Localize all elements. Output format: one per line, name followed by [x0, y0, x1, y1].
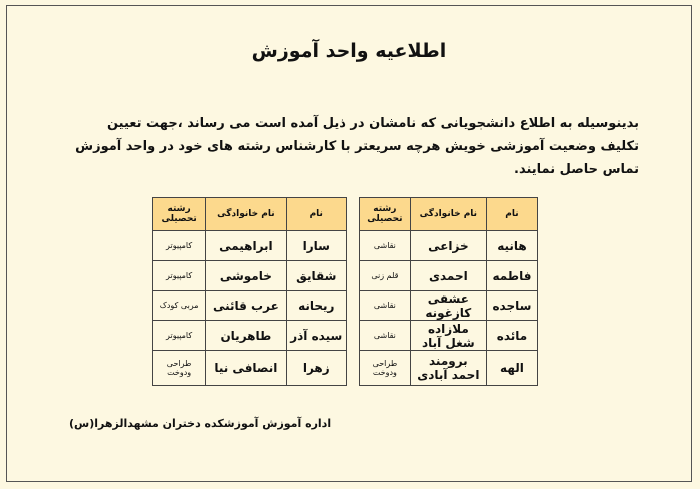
first-name-cell: هانیه: [486, 231, 537, 261]
last-name-cell: خاموشی: [206, 261, 286, 291]
table-row: [153, 291, 347, 321]
last-name-cell: عرب قائنی: [206, 291, 286, 321]
table-row: [360, 261, 538, 291]
last-name-cell: ملازاده شغل آباد: [410, 321, 486, 351]
notice-paragraph: بدینوسیله به اطلاع دانشجویانی که نامشان در ذیل آمده است می رساند ،جهت تعیین تکلیف وضعیت آموزشی خویش هرچه سریعتر با کارشناس رشته های خود در واحد آموزش تماس حاصل نمایند.: [75, 116, 639, 177]
table-row: [360, 351, 538, 386]
last-name-cell: طاهریان: [206, 321, 286, 351]
major-cell: نقاشی: [360, 231, 411, 261]
first-name-cell: شقایق: [286, 261, 346, 291]
header-major: رشته تحصیلی: [360, 198, 411, 231]
last-name-cell: برومند احمد آبادی: [410, 351, 486, 386]
major-cell: طراحی ودوخت: [360, 351, 411, 386]
page-title: اطلاعیه واحد آموزش: [251, 40, 447, 62]
first-name-cell: ساجده: [486, 291, 537, 321]
first-name-cell: ریحانه: [286, 291, 346, 321]
footer-signature: اداره آموزش آموزشکده دختران مشهدالزهرا(س): [69, 417, 332, 430]
major-cell: طراحی ودوخت: [153, 351, 206, 386]
table-row: [153, 351, 347, 386]
notice-page: [6, 5, 692, 482]
header-first-name: نام: [286, 198, 346, 231]
header-last-name: نام خانوادگی: [410, 198, 486, 231]
table-row: [153, 261, 347, 291]
major-cell: نقاشی: [360, 321, 411, 351]
major-cell: کامپیوتر: [153, 261, 206, 291]
first-name-cell: الهه: [486, 351, 537, 386]
last-name-cell: احمدی: [410, 261, 486, 291]
major-cell: کامپیوتر: [153, 321, 206, 351]
major-cell: کامپیوتر: [153, 231, 206, 261]
major-cell: قلم زنی: [360, 261, 411, 291]
students-table-right: [359, 197, 538, 386]
last-name-cell: انصافی نیا: [206, 351, 286, 386]
table-row: [360, 291, 538, 321]
first-name-cell: سیده آذر: [286, 321, 346, 351]
first-name-cell: زهرا: [286, 351, 346, 386]
first-name-cell: مائده: [486, 321, 537, 351]
major-cell: نقاشی: [360, 291, 411, 321]
major-cell: مربی کودک: [153, 291, 206, 321]
students-table-left: [152, 197, 347, 386]
last-name-cell: ابراهیمی: [206, 231, 286, 261]
table-row: [360, 231, 538, 261]
first-name-cell: فاطمه: [486, 261, 537, 291]
table-row: [153, 321, 347, 351]
header-first-name: نام: [486, 198, 537, 231]
first-name-cell: سارا: [286, 231, 346, 261]
table-row: [360, 321, 538, 351]
table-row: [153, 231, 347, 261]
table-header-row: [360, 198, 538, 231]
last-name-cell: خزاعی: [410, 231, 486, 261]
last-name-cell: عشقی کازغونه: [410, 291, 486, 321]
table-header-row: [153, 198, 347, 231]
header-major: رشته تحصیلی: [153, 198, 206, 231]
header-last-name: نام خانوادگی: [206, 198, 286, 231]
